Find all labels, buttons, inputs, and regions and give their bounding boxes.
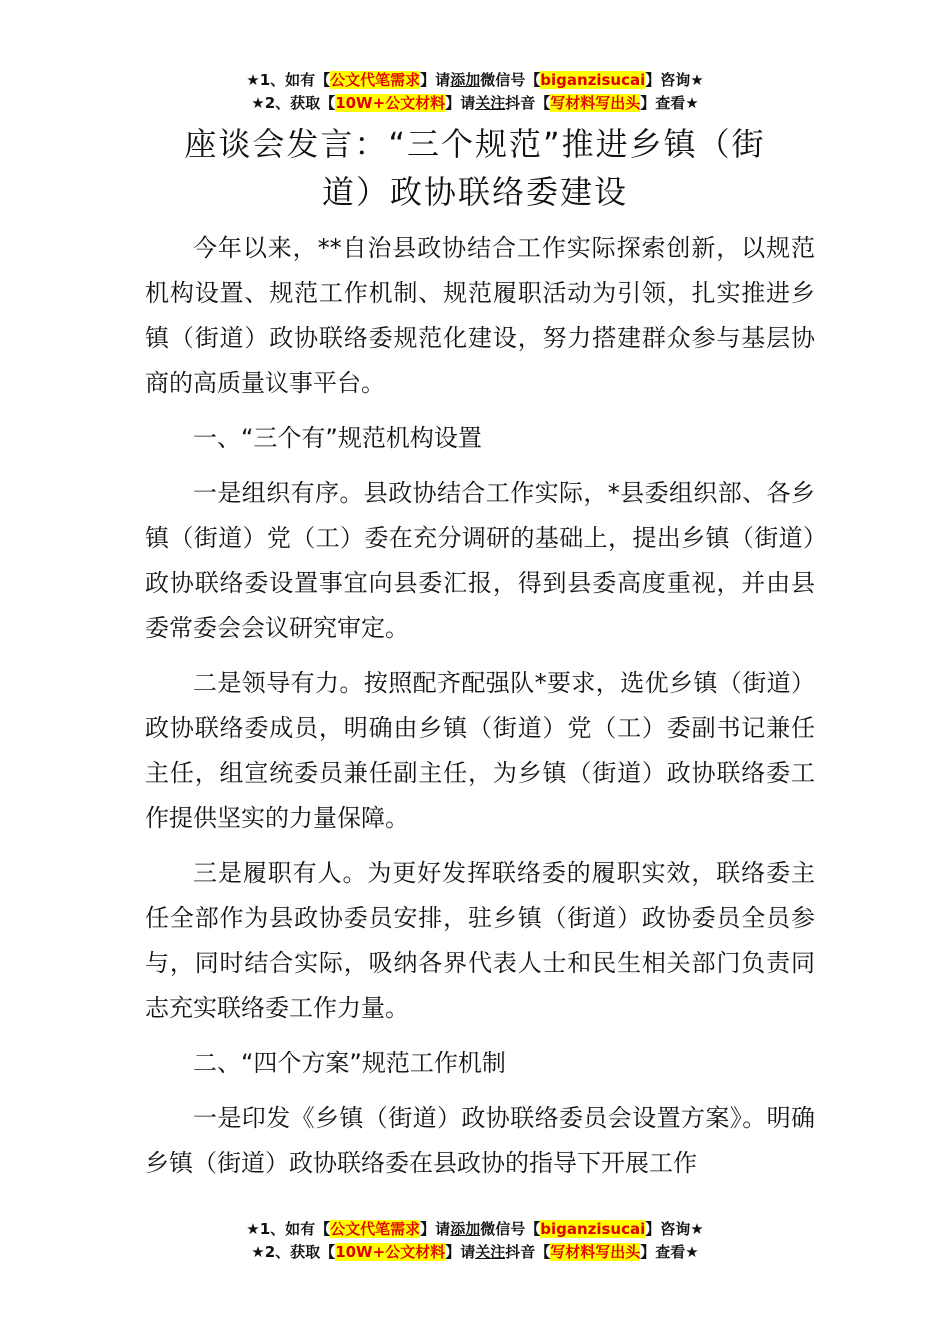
banner-highlight: 10W+公文材料 [335,94,446,112]
banner-text: 微信号【 [480,71,541,89]
banner-text: 】请 [420,71,451,89]
title-line-2: 道）政协联络委建设 [321,173,628,211]
banner-text: 】咨询★ [645,1220,704,1238]
paragraph: 三是履职有人。为更好发挥联络委的履职实效，联络委主任全部作为县政协委员安排，驻乡镇（街道）政协委员全员参与，同时结合实际，吸纳各界代表人士和民生相关部门负责同志充实联络委工作力量。 [145,859,815,1022]
banner-highlight: 公文代笔需求 [330,71,421,89]
header-banner [0,69,950,115]
banner-highlight: biganzisucai [540,71,646,89]
paragraph: 一是组织有序。县政协结合工作实际，*县委组织部、各乡镇（街道）党（工）委在充分调研的基础上，提出乡镇（街道）政协联络委设置事宜向县委汇报，得到县委高度重视，并由县委常委会会议研究审定。 [145,479,815,642]
banner-underline: 添加 [450,71,481,89]
banner-underline: 添加 [450,1220,481,1238]
document-title [0,120,950,216]
section-heading: 一、“三个有”规范机构设置 [193,424,482,452]
banner-underline: 关注 [475,1243,506,1261]
footer-banner [0,1218,950,1264]
banner-text: 抖音【 [505,94,551,112]
banner-text: 】查看★ [640,94,699,112]
banner-text: 微信号【 [480,1220,541,1238]
section-heading: 二、“四个方案”规范工作机制 [193,1049,506,1077]
banner-highlight: biganzisucai [540,1220,646,1238]
banner-text: ★2、获取【 [251,94,336,112]
banner-line-1 [0,1218,950,1241]
document-body [145,226,815,1196]
banner-text: ★1、如有【 [246,1220,331,1238]
banner-text: 】咨询★ [645,71,704,89]
banner-highlight: 写材料写出头 [550,1243,641,1261]
banner-underline: 关注 [475,94,506,112]
banner-text: 】请 [420,1220,451,1238]
banner-highlight: 10W+公文材料 [335,1243,446,1261]
banner-text: 】请 [445,94,476,112]
paragraph: 今年以来，**自治县政协结合工作实际探索创新，以规范机构设置、规范工作机制、规范履职活动为引领，扎实推进乡镇（街道）政协联络委规范化建设，努力搭建群众参与基层协商的高质量议事平台。 [145,234,815,397]
paragraph: 二是领导有力。按照配齐配强队*要求，选优乡镇（街道）政协联络委成员，明确由乡镇（街道）党（工）委副书记兼任主任，组宣统委员兼任副主任，为乡镇（街道）政协联络委工作提供坚实的力量保障。 [145,669,815,832]
banner-text: ★2、获取【 [251,1243,336,1261]
banner-text: 】查看★ [640,1243,699,1261]
banner-text: 】请 [445,1243,476,1261]
banner-highlight: 写材料写出头 [550,94,641,112]
banner-line-1 [0,69,950,92]
banner-highlight: 公文代笔需求 [330,1220,421,1238]
title-line-1: 座谈会发言：“三个规范”推进乡镇（街 [184,125,766,163]
banner-text: ★1、如有【 [246,71,331,89]
banner-line-2 [0,92,950,115]
banner-line-2 [0,1241,950,1264]
paragraph: 一是印发《乡镇（街道）政协联络委员会设置方案》。明确乡镇（街道）政协联络委在县政协的指导下开展工作 [145,1104,815,1177]
banner-text: 抖音【 [505,1243,551,1261]
